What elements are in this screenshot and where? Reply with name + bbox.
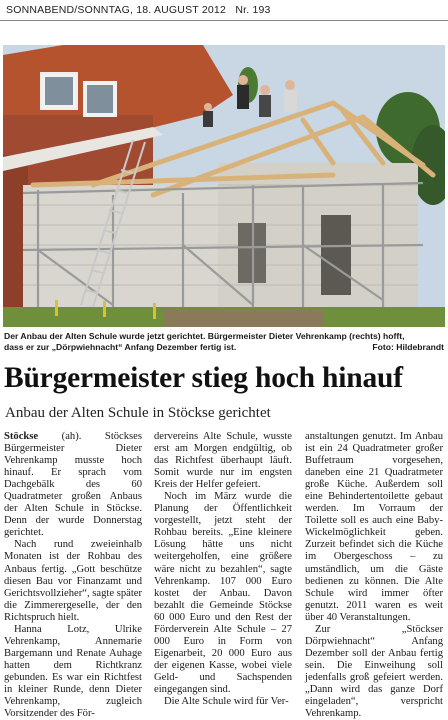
paragraph-text: (ah). Stöckses Bürgermeister Dieter Vehrenkamp musste hoch hinauf. Er sprach vom Dachgebälk des 60 Quadratmeter großen Anbaus der Alten Schule in Stöckse. Denn der wurde Donnerstag gerichtet. <box>4 431 142 539</box>
paragraph: Die Alte Schule wird für Ver- <box>164 696 289 708</box>
article-column-3 <box>305 431 443 720</box>
paragraph: dervereins Alte Schule, wusste erst am Morgen endgültig, ob das Richtfest überhaupt läuft. Somit wurde nur im engsten Kreis der Helfer gefeiert. <box>154 431 292 491</box>
paragraph: Hanna Lotz, Ulrike Vehrenkamp, Annemarie Bargemann und Renate Auhage hatten dem Richtkranz gebunden. Es war ein Richtfest in kleiner Runde, denn Dieter Vehrenkamp, zugleich Vorsitzender des För- <box>4 623 142 720</box>
article-column-2 <box>154 431 292 708</box>
paragraph: Nach rund zweieinhalb Monaten ist der Rohbau des Anbaus fertig. „Gott beschütze diesen Bau vor Finanzamt und Gerichtsvollzieher“, sagte später die Zimmerergeselle, der den Richtspruch hielt. <box>4 539 142 623</box>
construction-photo <box>3 45 445 327</box>
article-column-1 <box>4 431 142 720</box>
date-line: SONNABEND/SONNTAG, 18. AUGUST 2012 <box>6 4 226 16</box>
article-subheadline: Anbau der Alten Schule in Stöckse gerichtet <box>5 405 271 421</box>
paragraph: Noch im März wurde die Planung der Öffentlichkeit vorgestellt, jetzt steht der Rohbau bereits. „Eine kleinere Lösung hätte uns nicht weitergeholfen, eine größere wäre nicht zu bezahlen“, sagte Vehrenkamp. 107 000 Euro kostet der Anbau. Davon bezahlt die Gemeinde Stöckse 60 000 Euro und den Rest der Förderverein Alte Schule – 27 000 Euro in Form von Eigenarbeit, 20 000 Euro aus der eigenen Kasse, wobei viele Geld- und Sachspenden eingegangen sind. <box>154 491 292 695</box>
issue-number: Nr. 193 <box>235 4 271 16</box>
article-headline: Bürgermeister stieg hoch hinauf <box>4 362 403 394</box>
caption-line-2 <box>4 342 444 353</box>
caption-line-2-text: dass er zur „Dörpwiehnacht“ Anfang Dezember fertig ist. <box>4 342 237 352</box>
header-rule <box>0 20 448 21</box>
issue-header <box>6 4 442 18</box>
photo-caption <box>4 331 444 353</box>
caption-line-1: Der Anbau der Alten Schule wurde jetzt gerichtet. Bürgermeister Dieter Vehrenkamp (rechts) hofft, <box>4 331 405 341</box>
dateline: Stöckse <box>4 431 39 442</box>
paragraph: Zur „Stöckser Dörpwiehnacht“ Anfang Dezember soll der Anbau fertig sein. Die Einweihung soll jedenfalls groß gefeiert werden. „Dann wird das ganze Dorf eingeladen“, verspricht Vehrenkamp. <box>305 623 443 720</box>
paragraph <box>4 431 142 539</box>
paragraph: anstaltungen genutzt. Im Anbau ist ein 24 Quadratmeter großer Buffetraum vorgesehen, daneben eine 21 Quadratmeter große Küche. Außerdem soll eine Behindertentoilette gebaut werden. Im Vorraum der Toilette soll es auch eine Baby-Wickelmöglichkeit geben. Zurzeit befindet sich die Küche im Obergeschoss – zu umständlich, um die Gäste bedienen zu können. Die Alte Schule wird immer öfter genutzt. 2011 waren es weit über 40 Veranstaltungen. <box>305 431 443 623</box>
photo-credit: Foto: Hildebrandt <box>372 342 444 352</box>
